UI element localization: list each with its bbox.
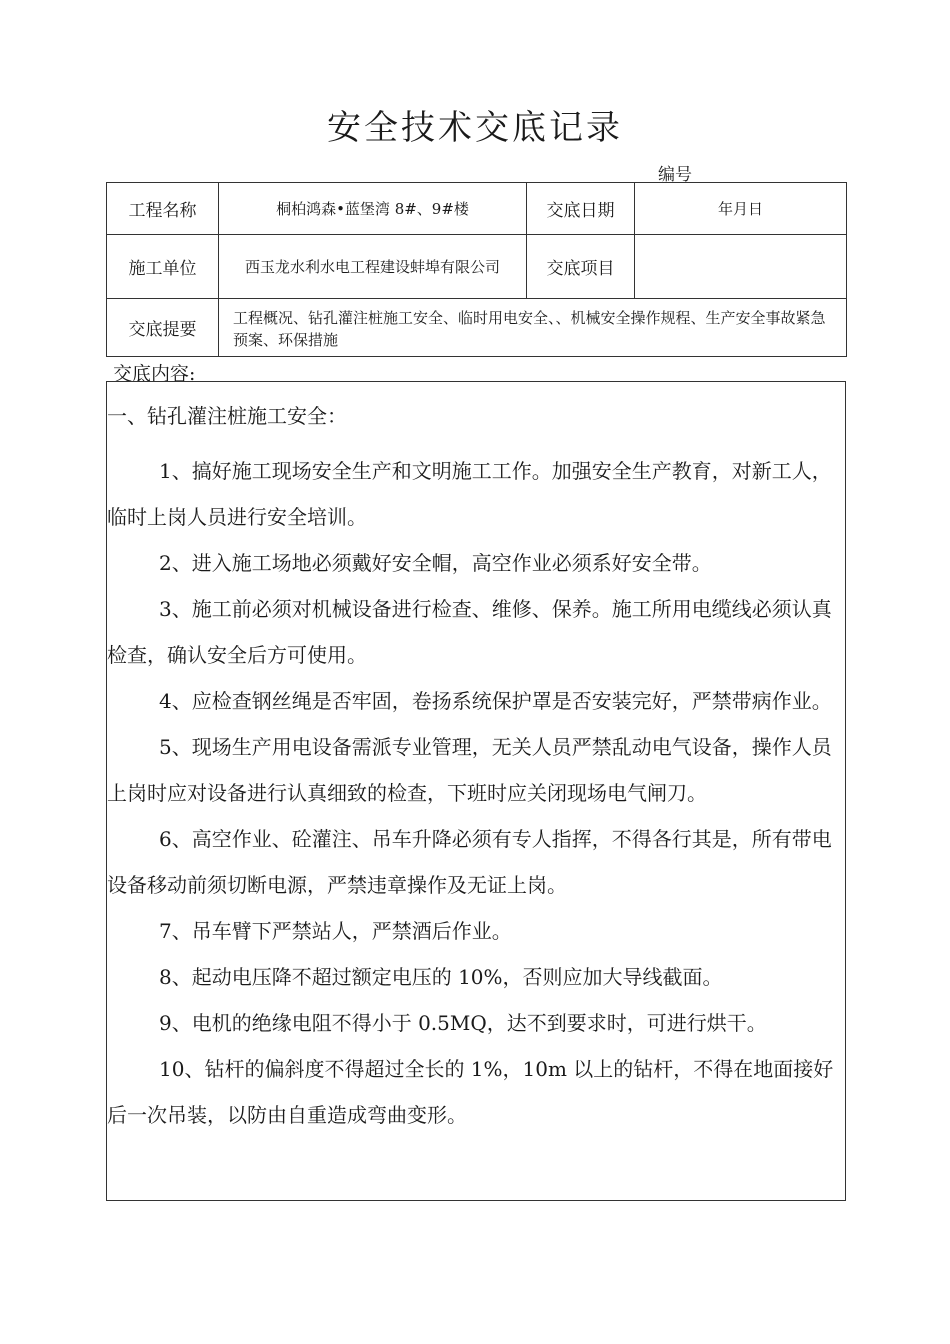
list-item: 4、应检查钢丝绳是否牢固，卷扬系统保护罩是否安装完好，严禁带病作业。 — [159, 689, 832, 713]
summary-label: 交底提要 — [107, 299, 219, 357]
project-name-value: 桐柏鸿森•蓝堡湾 8#、9#楼 — [219, 183, 527, 235]
item-label: 交底项目 — [527, 235, 635, 299]
list-item: 2、进入施工场地必须戴好安全帽，高空作业必须系好安全带。 — [159, 551, 712, 575]
item-value — [635, 235, 847, 299]
list-item: 6、高空作业、砼灌注、吊车升降必须有专人指挥，不得各行其是，所有带电设备移动前须切断电源，严禁违章操作及无证上岗。 — [107, 827, 832, 897]
project-name-label: 工程名称 — [107, 183, 219, 235]
list-item: 3、施工前必须对机械设备进行检查、维修、保养。施工所用电缆线必须认真检查，确认安全后方可使用。 — [107, 597, 832, 667]
content-label: 交底内容: — [113, 363, 196, 385]
list-item: 7、吊车臂下严禁站人，严禁酒后作业。 — [159, 919, 512, 943]
list-item: 5、现场生产用电设备需派专业管理，无关人员严禁乱动电气设备，操作人员上岗时应对设备进行认真细致的检查，下班时应关闭现场电气闸刀。 — [107, 735, 832, 805]
list-item: 8、起动电压降不超过额定电压的 10%，否则应加大导线截面。 — [159, 965, 723, 989]
unit-value: 西玉龙水利水电工程建设蚌埠有限公司 — [219, 235, 527, 299]
list-item: 10、钻杆的偏斜度不得超过全长的 1%，10m 以上的钻杆，不得在地面接好后一次吊装，以防由自重造成弯曲变形。 — [107, 1057, 834, 1127]
doc-number-label: 编号 — [658, 165, 692, 185]
list-item: 9、电机的绝缘电阻不得小于 0.5MQ，达不到要求时，可进行烘干。 — [159, 1011, 767, 1035]
list-item: 1、搞好施工现场安全生产和文明施工工作。加强安全生产教育，对新工人，临时上岗人员进行安全培训。 — [107, 459, 832, 529]
section-title: 一、钻孔灌注桩施工安全： — [107, 404, 347, 428]
content-box — [106, 381, 846, 1201]
unit-label: 施工单位 — [107, 235, 219, 299]
summary-value: 工程概况、钻孔灌注桩施工安全、临时用电安全、、机械安全操作规程、生产安全事故紧急预案、环保措施 — [219, 299, 847, 357]
document-title: 安全技术交底记录 — [327, 108, 623, 148]
date-label: 交底日期 — [527, 183, 635, 235]
header-table — [106, 182, 847, 357]
date-value: 年月日 — [635, 183, 847, 235]
